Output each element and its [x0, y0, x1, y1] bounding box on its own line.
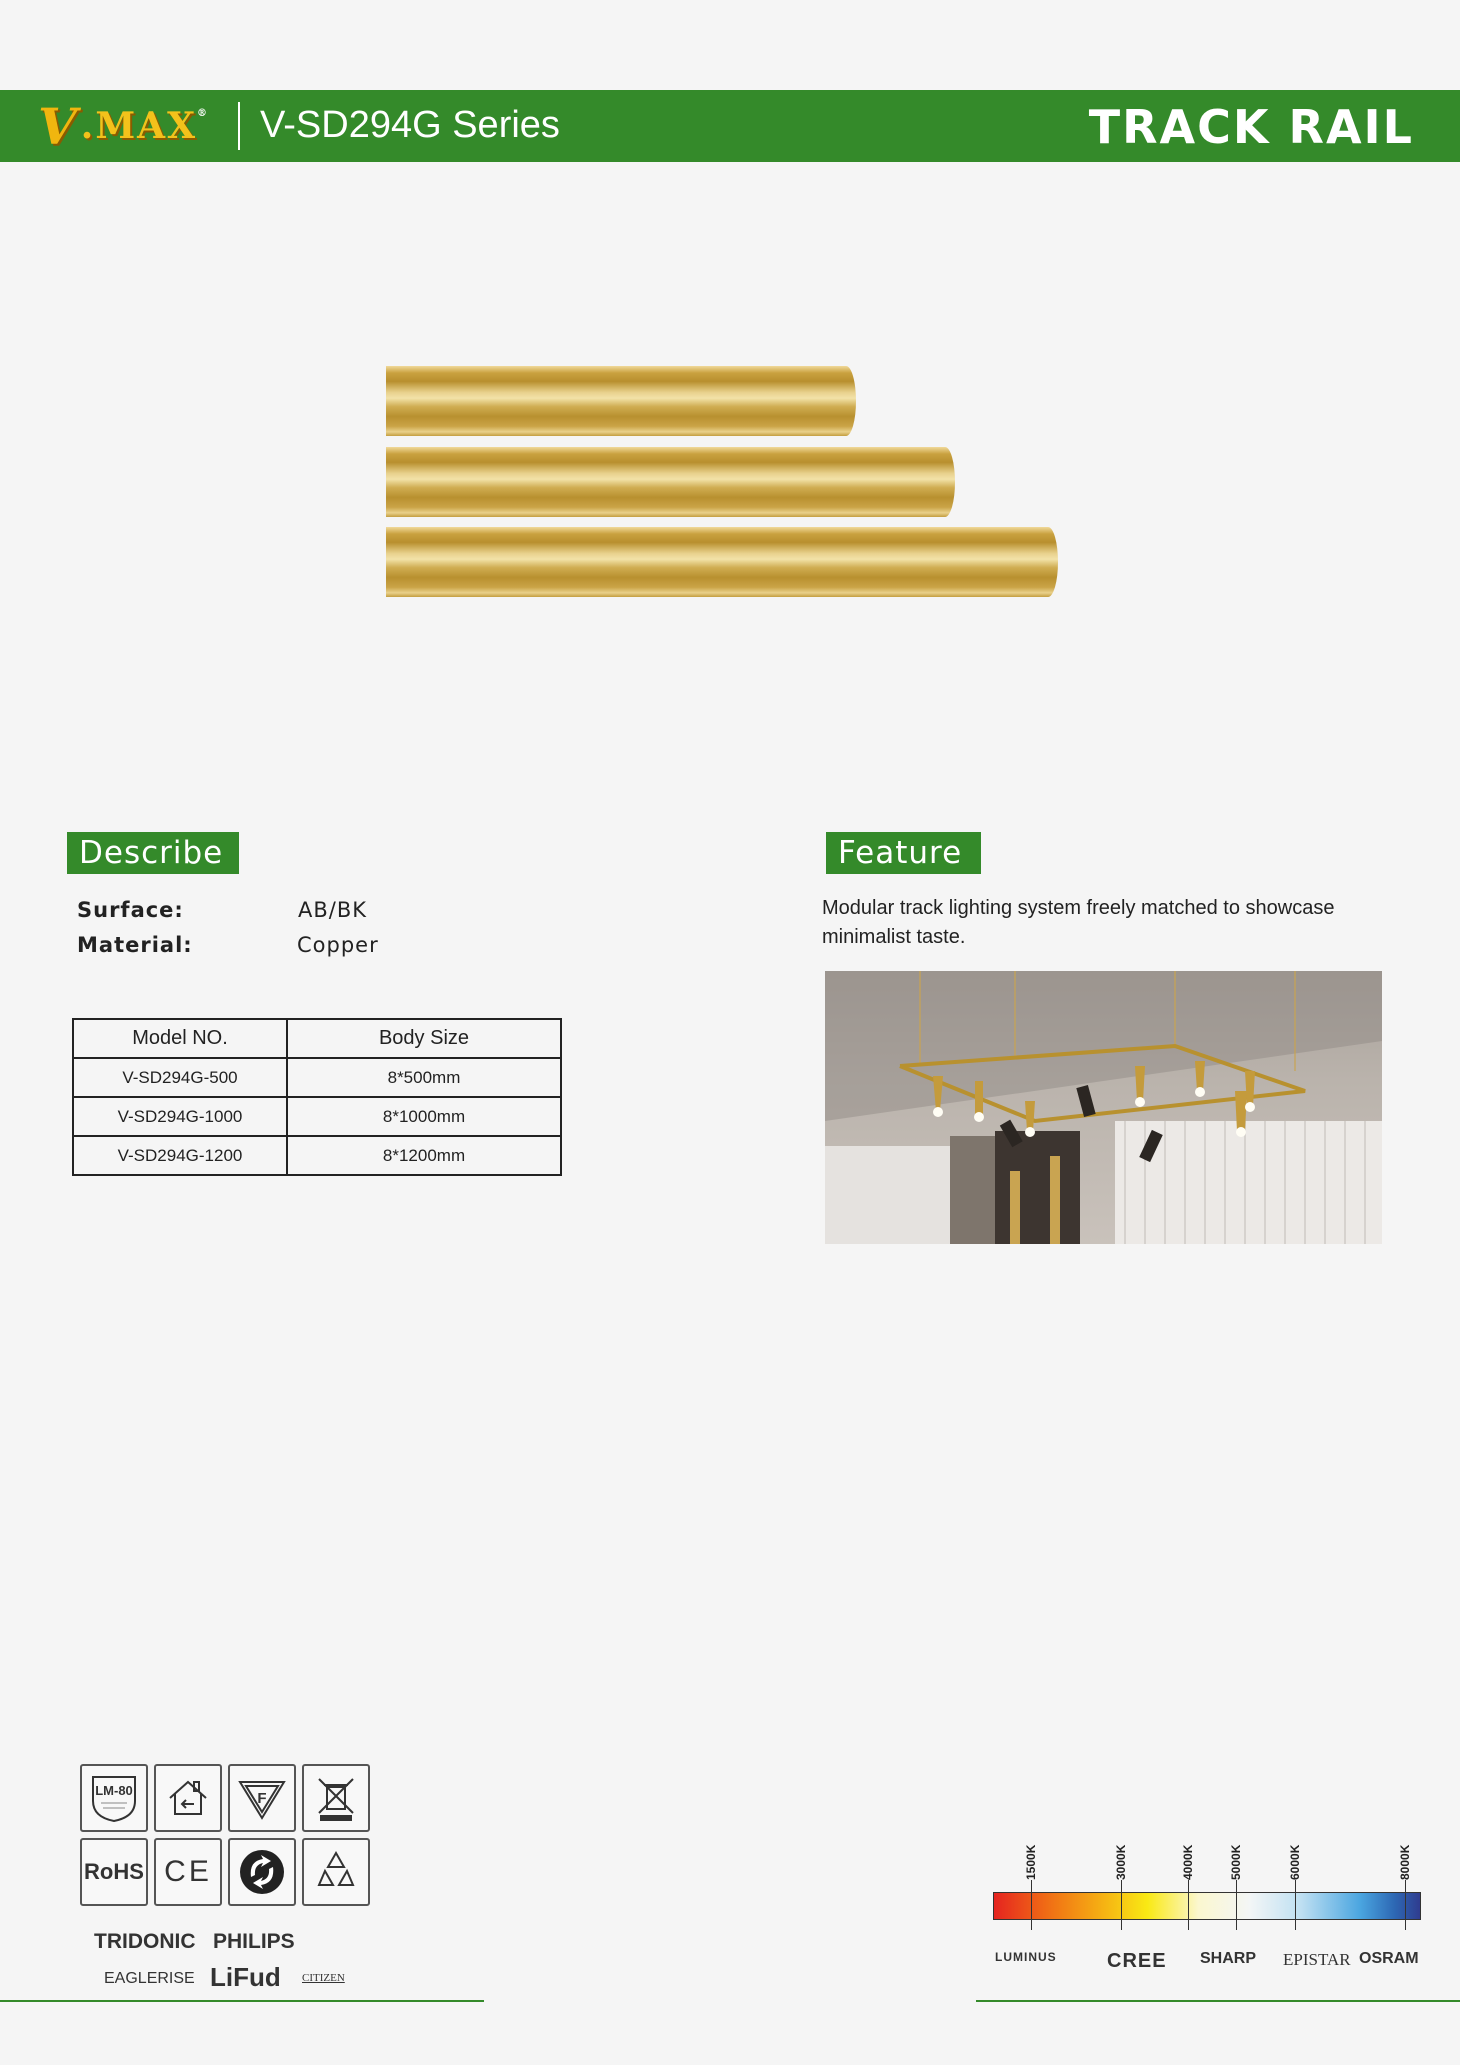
lm80-icon [80, 1764, 148, 1832]
header-divider [238, 102, 240, 150]
brand-luminus: LUMINUS [995, 1950, 1057, 1964]
ct-tick [1405, 1880, 1406, 1930]
logo-registered: ® [197, 108, 210, 119]
brand-sharp: SHARP [1200, 1950, 1257, 1967]
table-cell-size: 8*1000mm [287, 1097, 561, 1136]
header-bar [0, 90, 1460, 162]
indoor-use-icon [154, 1764, 222, 1832]
rohs-icon: RoHS [80, 1838, 148, 1906]
table-cell-model: V-SD294G-1200 [73, 1136, 287, 1175]
ct-tick [1031, 1880, 1032, 1930]
brand-lifud: LiFud [210, 1962, 281, 1992]
describe-heading: Describe [67, 832, 239, 874]
table-cell-model: V-SD294G-500 [73, 1058, 287, 1097]
recycle-icon [302, 1838, 370, 1906]
feature-description: Modular track lighting system freely matched to showcase minimalist taste. [822, 897, 1335, 948]
brand-philips: PHILIPS [213, 1930, 295, 1953]
footer-line-left [0, 2000, 484, 2002]
ct-tick [1188, 1880, 1189, 1930]
table-header-model: Model NO. [73, 1019, 287, 1058]
ct-label-4000k: 4000K [1181, 1844, 1195, 1880]
spec-table [72, 1018, 562, 1176]
footer-line-right [976, 2000, 1460, 2002]
rail-1000-image [386, 447, 955, 517]
f-mark-icon [228, 1764, 296, 1832]
brand-osram: OSRAM [1359, 1950, 1419, 1967]
table-cell-model: V-SD294G-1000 [73, 1097, 287, 1136]
brand-tridonic: TRIDONIC [94, 1930, 196, 1953]
installation-photo [825, 971, 1382, 1244]
ct-label-3000k: 3000K [1114, 1844, 1128, 1880]
ct-tick [1236, 1880, 1237, 1930]
vmax-logo[interactable] [38, 98, 209, 154]
series-title: V-SD294G Series [260, 104, 560, 146]
color-temperature-bar [993, 1892, 1421, 1920]
lm80-label: LM-80 [95, 1783, 133, 1798]
brand-citizen: CITIZEN [302, 1972, 345, 1984]
ct-label-6000k: 6000K [1288, 1844, 1302, 1880]
material-value: Copper [297, 933, 379, 957]
material-label: Material: [77, 933, 193, 957]
table-header-row [73, 1019, 561, 1058]
brand-cree: CREE [1107, 1950, 1167, 1972]
weee-bin-icon [302, 1764, 370, 1832]
surface-label: Surface: [77, 898, 184, 922]
ct-tick [1121, 1880, 1122, 1930]
category-title: TRACK RAIL [1088, 100, 1414, 154]
green-dot-icon [228, 1838, 296, 1906]
ct-label-5000k: 5000K [1229, 1844, 1243, 1880]
ct-tick [1295, 1880, 1296, 1930]
table-cell-size: 8*1200mm [287, 1136, 561, 1175]
table-row [73, 1136, 561, 1175]
feature-heading: Feature [826, 832, 981, 874]
surface-value: AB/BK [298, 898, 368, 922]
logo-v: V [38, 96, 79, 156]
ct-label-8000k: 8000K [1398, 1844, 1412, 1880]
table-header-size: Body Size [287, 1019, 561, 1058]
table-row [73, 1097, 561, 1136]
svg-text:F: F [257, 1790, 267, 1807]
table-row [73, 1058, 561, 1097]
ct-label-1500k: 1500K [1024, 1844, 1038, 1880]
rail-1200-image [386, 527, 1058, 597]
photo-illustration [825, 971, 1382, 1244]
logo-max: .MAX [80, 105, 198, 147]
brand-eaglerise: EAGLERISE [104, 1970, 195, 1987]
ce-icon: CE [154, 1838, 222, 1906]
rail-500-image [386, 366, 856, 436]
table-cell-size: 8*500mm [287, 1058, 561, 1097]
brand-epistar: EPISTAR [1283, 1950, 1351, 1969]
